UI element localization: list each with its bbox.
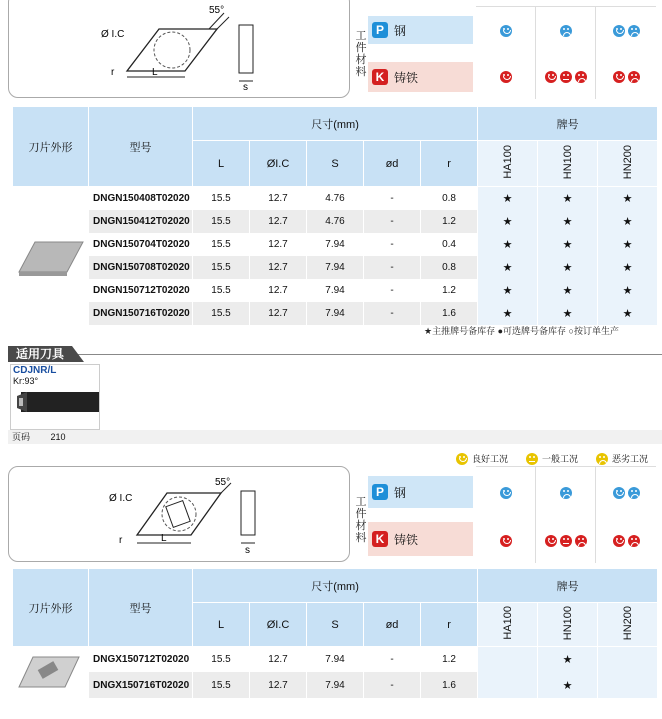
insert-drawing-1 [9,0,351,99]
good-face-icon [545,535,557,547]
table-row: DNGN150716T02020 15.5 12.7 7.94 - 1.6 ★ ★ ★ [13,302,658,325]
stock-legend: ★主推牌号备库存 ●可选牌号备库存 ○按订单生产 [424,326,619,336]
size-header: 尺寸(mm) [193,569,478,603]
bad-face-icon [560,25,572,37]
normal-face-icon [526,453,538,465]
col-d: ød [364,603,421,647]
normal-face-icon [560,71,572,83]
bad-face-icon [628,487,640,499]
col-r: r [421,603,478,647]
tools-bar [8,345,662,363]
good-face-icon [545,71,557,83]
condition-grid-1 [476,6,656,98]
bad-face-icon [575,71,587,83]
good-face-icon [500,487,512,499]
col-hn200: HN200 [598,141,658,187]
bad-face-icon [628,71,640,83]
table-row: DNGX150716T02020 15.5 12.7 7.94 - 1.6 ★ [13,672,658,698]
col-hn100: HN100 [538,603,598,647]
good-face-icon [613,487,625,499]
size-header: 尺寸(mm) [193,107,478,141]
col-s: S [307,141,364,187]
insert-image [13,647,89,699]
grade-header: 牌号 [478,107,658,141]
good-face-icon [613,535,625,547]
condition-grid-2 [476,466,656,562]
p-badge: P [372,22,388,38]
bad-face-icon [575,535,587,547]
spec-table-2 [12,568,658,698]
angle-label: 55° [209,5,225,16]
shape-header: 刀片外形 [13,569,89,647]
tools-title: 适用刀具 [8,346,72,362]
model-header: 型号 [89,107,193,187]
bad-face-icon [596,453,608,465]
col-l: L [193,141,250,187]
table-row: DNGN150408T02020 15.5 12.7 4.76 - 0.8 ★ ★ ★ [13,187,658,210]
p-badge: P [372,484,388,500]
good-face-icon [500,71,512,83]
material-label-2: 工 件 材 料 [355,496,367,544]
grade-header: 牌号 [478,569,658,603]
material-cast-iron-1 [368,62,473,92]
table-row: DNGN150708T02020 15.5 12.7 7.94 - 0.8 ★ ★ ★ [13,256,658,279]
steel-label: 钢 [394,485,407,500]
tool-holder-image [11,386,99,426]
table-row: DNGX150712T02020 15.5 12.7 7.94 - 1.2 ★ [13,647,658,673]
page-label: 页码 [12,432,31,442]
col-s: S [307,603,364,647]
col-r: r [421,141,478,187]
insert-drawing-2 [9,467,351,563]
good-face-icon [500,25,512,37]
svg-text:r: r [119,535,123,546]
steel-label: 钢 [394,23,407,38]
col-ic: ØI.C [250,141,307,187]
spec-table-1 [12,106,658,325]
bad-face-icon [628,25,640,37]
material-label-1: 工 件 材 料 [355,30,367,78]
good-face-icon [500,535,512,547]
page-ref-bar [8,430,662,444]
svg-text:L: L [152,67,158,78]
tool-name: CDJNR/L [13,365,57,376]
tool-card [10,364,100,430]
col-hn200: HN200 [598,603,658,647]
insert-diagram-1 [8,0,350,98]
table-row: DNGN150412T02020 15.5 12.7 4.76 - 1.2 ★ ★ ★ [13,210,658,233]
bad-face-icon [560,487,572,499]
ic-label: Ø I.C [101,29,125,40]
col-l: L [193,603,250,647]
svg-text:r: r [111,67,115,78]
tool-kr: Kr:93° [13,376,39,386]
svg-text:s: s [245,545,250,556]
col-hn100: HN100 [538,141,598,187]
insert-diagram-2 [8,466,350,562]
table-row: DNGN150712T02020 15.5 12.7 7.94 - 1.2 ★ ★ ★ [13,279,658,302]
col-d: ød [364,141,421,187]
page-number: 210 [50,432,66,442]
table-row: DNGN150704T02020 15.5 12.7 7.94 - 0.4 ★ ★ ★ [13,233,658,256]
k-badge: K [372,69,388,85]
bad-face-icon [628,535,640,547]
model-header: 型号 [89,569,193,647]
insert-image [13,187,89,325]
svg-text:L: L [161,533,167,544]
svg-text:s: s [243,82,248,93]
col-ic: ØI.C [250,603,307,647]
svg-text:Ø I.C: Ø I.C [109,493,133,504]
material-steel-2 [368,476,473,508]
material-steel-1 [368,16,473,44]
col-ha100: HA100 [478,141,538,187]
cast-iron-label: 铸铁 [394,532,419,547]
material-cast-iron-2 [368,522,473,556]
good-face-icon [613,71,625,83]
k-badge: K [372,531,388,547]
condition-legend: 良好工况 一般工况 恶劣工况 [456,452,648,465]
angle-label: 55° [215,477,231,488]
good-face-icon [456,453,468,465]
cast-iron-label: 铸铁 [394,70,419,85]
good-face-icon [613,25,625,37]
shape-header: 刀片外形 [13,107,89,187]
col-ha100: HA100 [478,603,538,647]
normal-face-icon [560,535,572,547]
